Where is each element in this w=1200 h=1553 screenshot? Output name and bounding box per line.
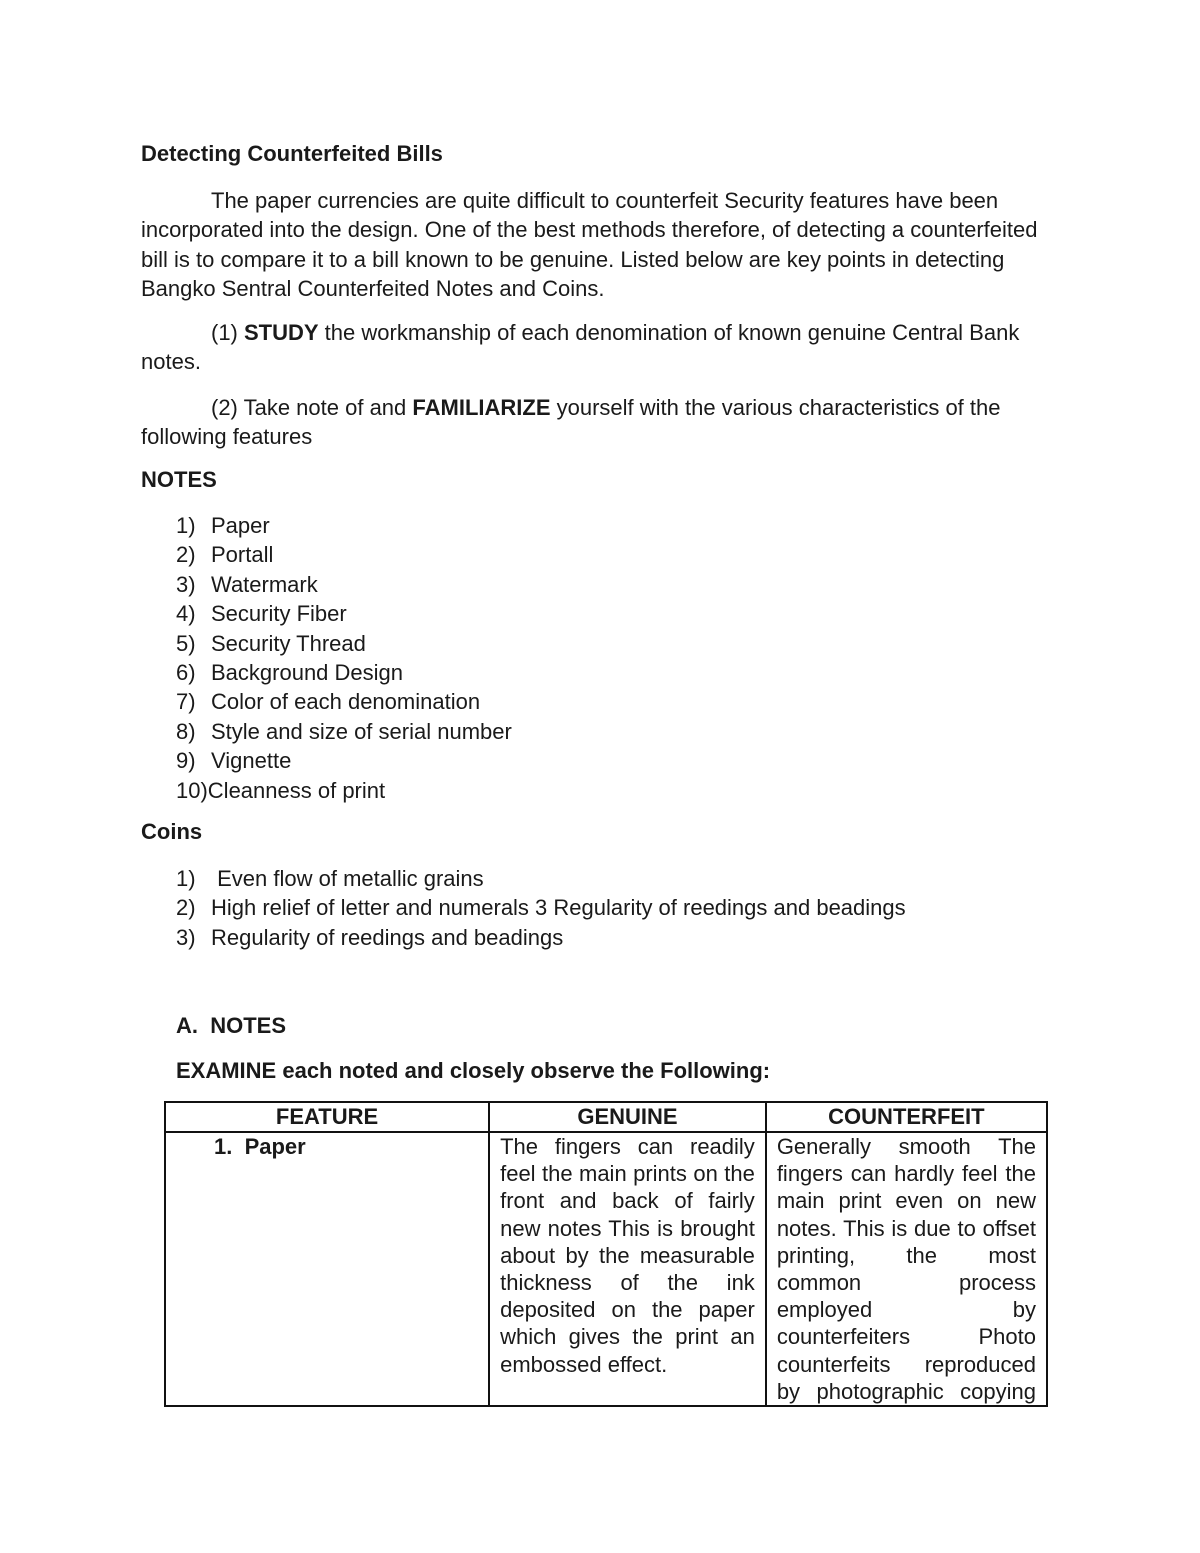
list-item: [176, 511, 512, 540]
step-2-keyword: FAMILIARIZE: [412, 395, 551, 420]
list-item: [176, 893, 906, 922]
list-number: 3): [176, 571, 196, 597]
list-text: Even flow of metallic grains: [211, 866, 484, 891]
list-item: [176, 629, 512, 658]
list-text: Color of each denomination: [211, 689, 481, 715]
intro-paragraph: [141, 186, 1066, 303]
list-item: [176, 570, 512, 599]
list-text: Security Thread: [211, 630, 366, 656]
step-2-text: yourself with the various characteristics of the following features: [141, 395, 1001, 450]
header-genuine: GENUINE: [489, 1102, 766, 1132]
list-item: [176, 776, 512, 805]
header-counterfeit: COUNTERFEIT: [766, 1102, 1047, 1132]
list-text: Style and size of serial number: [211, 718, 512, 744]
feature-cell: 1. Paper: [165, 1132, 489, 1406]
list-text: Watermark: [211, 571, 318, 597]
list-text: Paper: [211, 513, 270, 538]
list-number: 5): [176, 630, 196, 656]
list-text: Cleanness of print: [207, 777, 386, 803]
list-item: [176, 746, 512, 775]
counterfeit-cell: Generally smooth The fingers can hardly feel the main print even on new notes. This is due to offset printing, the most common process employed by counterfeiters Photo counterfeits reproduced by photographic copying: [766, 1132, 1047, 1406]
list-text: Background Design: [211, 660, 404, 686]
coins-heading: Coins: [141, 819, 203, 844]
step-1-keyword: STUDY: [244, 320, 319, 345]
list-number: 1): [176, 866, 196, 891]
list-item: [176, 599, 512, 628]
list-text: Regularity of reedings and beadings: [211, 924, 564, 950]
list-number: 8): [176, 718, 196, 744]
section-a-heading: A. NOTES: [176, 1013, 287, 1038]
list-number: 2): [176, 542, 196, 568]
list-text: High relief of letter and numerals 3 Regularity of reedings and beadings: [211, 895, 906, 921]
list-text: Security Fiber: [211, 601, 347, 627]
list-item: [176, 864, 906, 893]
notes-list: [176, 511, 512, 805]
header-feature: FEATURE: [165, 1102, 489, 1132]
list-number: 6): [176, 660, 196, 686]
step-1-paragraph: [141, 318, 1066, 377]
list-text: Portall: [211, 542, 274, 568]
list-item: [176, 658, 512, 687]
list-number: 7): [176, 689, 196, 715]
intro-text: The paper currencies are quite difficult to counterfeit Security features have been incorporated into the design. One of the best methods therefore, of detecting a counterfeited bill is to compare it to a bill known to be genuine. Listed below are key points in detecting Bangko Sentral Counterfeited Notes and Coins.: [141, 188, 1038, 301]
genuine-cell: The fingers can readily feel the main prints on the front and back of fairly new notes This is brought about by the measurable thickness of the ink deposited on the paper which gives the print an embossed effect.: [489, 1132, 766, 1406]
coins-list: [176, 864, 906, 952]
list-number: 4): [176, 601, 196, 627]
list-text: Vignette: [211, 748, 292, 774]
list-item: [176, 923, 906, 952]
features-table: [164, 1101, 1048, 1407]
table-header-row: [165, 1102, 1047, 1132]
step-2-paragraph: [141, 393, 1066, 452]
document-title: Detecting Counterfeited Bills: [141, 141, 443, 166]
step-1-prefix: (1): [211, 320, 244, 345]
list-item: [176, 717, 512, 746]
list-number: 1): [176, 513, 196, 538]
list-number: 3): [176, 924, 196, 950]
table-row: [165, 1132, 1047, 1406]
list-number: 10): [176, 777, 208, 803]
notes-heading: NOTES: [141, 467, 217, 492]
examine-heading: EXAMINE each noted and closely observe the Following:: [176, 1058, 771, 1083]
list-item: [176, 687, 512, 716]
list-number: 2): [176, 895, 196, 921]
list-number: 9): [176, 748, 196, 774]
list-item: [176, 540, 512, 569]
step-1-text: the workmanship of each denomination of known genuine Central Bank notes.: [141, 320, 1020, 375]
step-2-prefix: (2) Take note of and: [211, 395, 413, 420]
